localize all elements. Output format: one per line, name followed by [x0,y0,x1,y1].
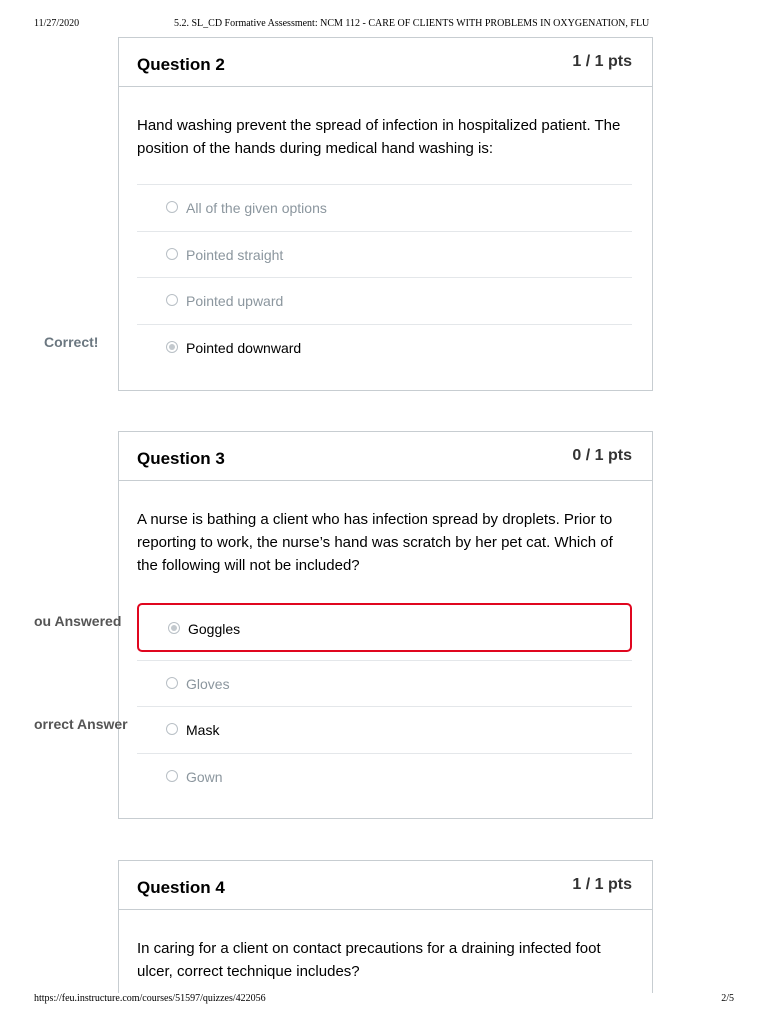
question-points: 1 / 1 pts [572,876,632,893]
question-points: 1 / 1 pts [572,53,632,70]
radio-button-checked[interactable] [166,341,178,353]
answer-label: Gloves [186,676,230,692]
answer-option[interactable] [137,231,632,277]
question-name: Question 3 [137,449,225,468]
question-card [118,431,653,819]
answer-label: Pointed upward [186,293,284,309]
question-name: Question 2 [137,55,225,74]
question-text: Hand washing prevent the spread of infection in hospitalized patient. The position of the hands during medical hand washing is: [137,117,621,157]
question-text: A nurse is bathing a client who has infection spread by droplets. Prior to reporting to work, the nurse’s hand was scratch by her pet cat. Which of the following will not be included? [137,511,613,574]
answer-option-correct[interactable] [137,706,632,752]
print-title: 5.2. SL_CD Formative Assessment: NCM 112 - CARE OF CLIENTS WITH PROBLEMS IN OXYGENATION, FLU [174,18,650,29]
answer-label: Mask [186,722,220,738]
answer-option[interactable] [137,277,632,323]
question-points: 0 / 1 pts [572,447,632,464]
correct-answer-label: orrect Answer [34,716,128,732]
correct-label: Correct! [44,334,99,350]
answer-option[interactable] [137,660,632,706]
answer-label: Goggles [188,621,241,637]
question-header [119,38,652,87]
print-url: https://feu.instructure.com/courses/51597/quizzes/422056 [34,993,266,1004]
print-date: 11/27/2020 [34,18,80,29]
radio-button[interactable] [166,294,178,306]
question-card [118,37,653,391]
answer-label: Gown [186,769,223,785]
answer-option[interactable] [137,753,632,799]
question-name: Question 4 [137,878,225,897]
radio-button-checked[interactable] [168,622,180,634]
question-text: In caring for a client on contact precautions for a draining infected foot ulcer, correct technique includes? [137,940,601,980]
answer-option-selected[interactable] [137,324,632,370]
radio-button[interactable] [166,677,178,689]
radio-button[interactable] [166,770,178,782]
print-footer [0,993,768,1007]
question-card [118,860,653,1000]
question-header [119,861,652,910]
question-header [119,432,652,481]
answer-option-incorrect[interactable] [137,603,632,652]
answer-option[interactable] [137,184,632,230]
answer-label: Pointed straight [186,247,284,263]
radio-button[interactable] [166,723,178,735]
you-answered-label: ou Answered [34,613,122,629]
print-page-number: 2/5 [721,993,734,1004]
print-header [0,18,768,32]
answer-label: All of the given options [186,200,327,216]
radio-button[interactable] [166,201,178,213]
radio-button[interactable] [166,248,178,260]
answer-label: Pointed downward [186,340,302,356]
